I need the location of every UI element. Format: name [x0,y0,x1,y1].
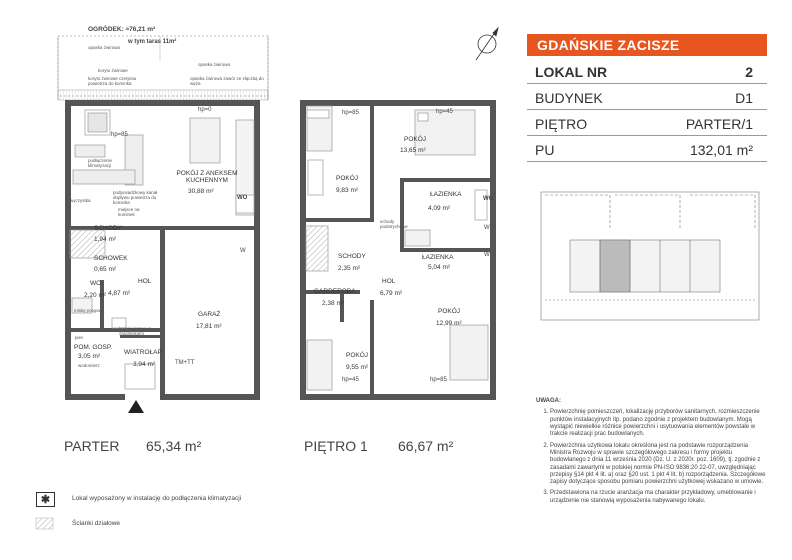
info-value: PARTER/1 [685,116,753,132]
info-row-pietro [527,110,767,136]
room-living-kitchen: POKÓJ Z ANEKSEM KUCHENNYM [176,170,238,185]
compass-icon [476,28,498,60]
tmtt-mark: TM+TT [175,360,195,366]
room-schowek-area: 0,65 m² [94,266,117,273]
info-value: 2 [745,64,753,80]
info-key: PU [535,142,555,158]
room-hol: HOL [138,278,152,285]
room-pokoj-1: POKÓJ [404,136,427,143]
room-pokoj-1-area: 13,65 m² [400,147,426,154]
room-pokoj-4: POKÓJ [346,352,369,359]
klima-note: podłączenie klimatyzacji [88,158,113,169]
w-mark: W [240,248,246,254]
hp-mark: hp=85 [430,377,447,383]
info-key: PIĘTRO [535,116,588,132]
w-mark: W [484,252,490,258]
star-legend-icon: ✱ [36,492,55,507]
legend-walls-text: Ścianki działowe [72,520,121,527]
info-row-lokal [527,58,767,84]
brand-header: GDAŃSKIE ZACISZE [527,34,767,56]
room-hol-up-area: 6,79 m² [380,290,403,297]
room-garderoba-area: 2,38 m² [322,300,345,307]
garden-terrace: w tym taras 11m² [128,39,177,45]
info-row-budynek [527,84,767,110]
hp-mark: hp=85 [111,132,128,138]
room-schody-up: SCHODY [338,253,366,260]
garden-title: OGRÓDEK: ≈76,21 m² [88,26,156,33]
schody-pod-note: schody podstrychowe [380,219,408,230]
room-wc-area: 2,20 m² [84,292,107,299]
hp-mark: hp=0 [198,107,212,113]
room-pokoj-2: POKÓJ [336,175,359,182]
parter-area: 65,34 m² [146,438,202,454]
garden-note: opaska żwirowa [198,62,231,67]
kociol-note: kocioł gazowy z zasobnikiem [119,326,151,337]
legend-star-text: Lokal wyposażony w instalację do podłączenia klimatyzacji [72,495,242,502]
room-lazienka-2: ŁAZIENKA [422,254,454,261]
room-schody: SCHODY [94,225,122,232]
info-value: D1 [735,90,753,106]
room-lazienka-2-area: 5,04 m² [428,264,451,271]
room-schody-up-area: 2,35 m² [338,265,361,272]
room-hol-area: 4,87 m² [108,290,131,297]
note-item: 3. Przedstawiona na rzucie aranżacja ma charakter przykładowy, umeblowanie i urządzenie nie stanowią wyposażenia nabywanego lokalu. [550,490,766,505]
hp-mark: hp=45 [436,109,453,115]
info-value: 132,01 m² [689,142,753,158]
site-plan-thumbnail [541,192,759,320]
walls-legend-swatch [36,518,53,529]
room-pokoj-3: POKÓJ [438,308,461,315]
hp-mark: hp=45 [342,377,359,383]
info-key: LOKAL NR [535,64,608,80]
room-pom-gosp-area: 3,05 m² [78,353,101,360]
room-wiatrolap-area: 3,94 m² [133,361,156,368]
hp-mark: hp=85 [342,110,359,116]
garden-note: opaska żwirowa zawór ze złączką do węża [190,76,264,87]
room-lazienka-1-area: 4,09 m² [428,205,451,212]
note-item: 1. Powierzchnię pomieszczeń, lokalizację przyborów sanitarnych, rozmieszczenie punktów instalacyjnych itp. podano zgodnie z projektem budowlanym. Mogą wystąpić niewielkie różnice powierzchni i usytuowania elementów powstałe w trakcie realizacji prac budowlanych. [550,409,766,438]
garden-note: koryto żwirowe [98,68,128,73]
w-mark: W [484,225,490,231]
wo-mark: WO [483,196,494,202]
room-wiatrolap: WIATROŁAP [124,349,162,356]
info-row-pu [527,136,767,162]
note-item: 2. Powierzchnia użytkowa lokalu określona jest na podstawie rozporządzenia Ministra Rozwoju w sprawie szczegółowego zakresu i formy projektu budowlanego z dnia 11 września 2020 (Dz. U. z 2020r. poz. 1609), tj. zgodnie z zasadami zawartymi w polskiej normie PN-ISO 9836:20 22-07, uwzględniając przepisy §14 pkt 4 lit. a) oraz §20 ust. 1 pkt 4 lit. b) rozporządzenia. Szczegółowe zapisy dotyczące sposobu pomiaru powierzchni użytkowej wskazano w umowie. [550,443,766,487]
room-lazienka-1: ŁAZIENKA [430,191,462,198]
wc-misc-note: miskę progową [74,308,105,313]
info-key: BUDYNEK [535,90,603,106]
miejsce-note: miejsce na kominek [118,207,140,218]
piec-note: piec [75,335,84,340]
wyczystka-note: wyczystka [70,198,91,203]
garden-note: opaska żwirowa [88,45,121,50]
room-pom-gosp: POM. GOSP. [74,344,113,351]
pietro-area: 66,67 m² [398,438,454,454]
kominek-note: podposadzkowy kanał dopływu powietrza do kominka [113,190,158,206]
room-garaz: GARAŻ [198,311,221,318]
notes-block [536,398,766,509]
room-hol-up: HOL [382,278,396,285]
room-schody-area: 1,94 m² [94,236,117,243]
room-pokoj-4-area: 9,55 m² [346,364,369,371]
wo-mark: WO [237,195,248,201]
garden-note: koryto żwirowe czerpnia powietrza do kominka [88,76,137,87]
parter-label: PARTER [64,438,120,454]
wodomierz-note: wodomierz [78,363,100,368]
room-pokoj-2-area: 9,83 m² [336,187,359,194]
room-wc: WC [90,280,101,287]
room-living-kitchen-area: 30,88 m² [188,188,214,195]
room-pokoj-3-area: 12,99 m² [436,320,462,327]
room-garderoba: GARDEROBA [314,288,356,295]
pietro-label: PIĘTRO 1 [304,438,368,454]
entrance-arrow-icon [128,400,144,413]
room-schowek: SCHOWEK [94,255,128,262]
notes-title: UWAGA: [536,398,561,404]
room-garaz-area: 17,81 m² [196,323,222,330]
